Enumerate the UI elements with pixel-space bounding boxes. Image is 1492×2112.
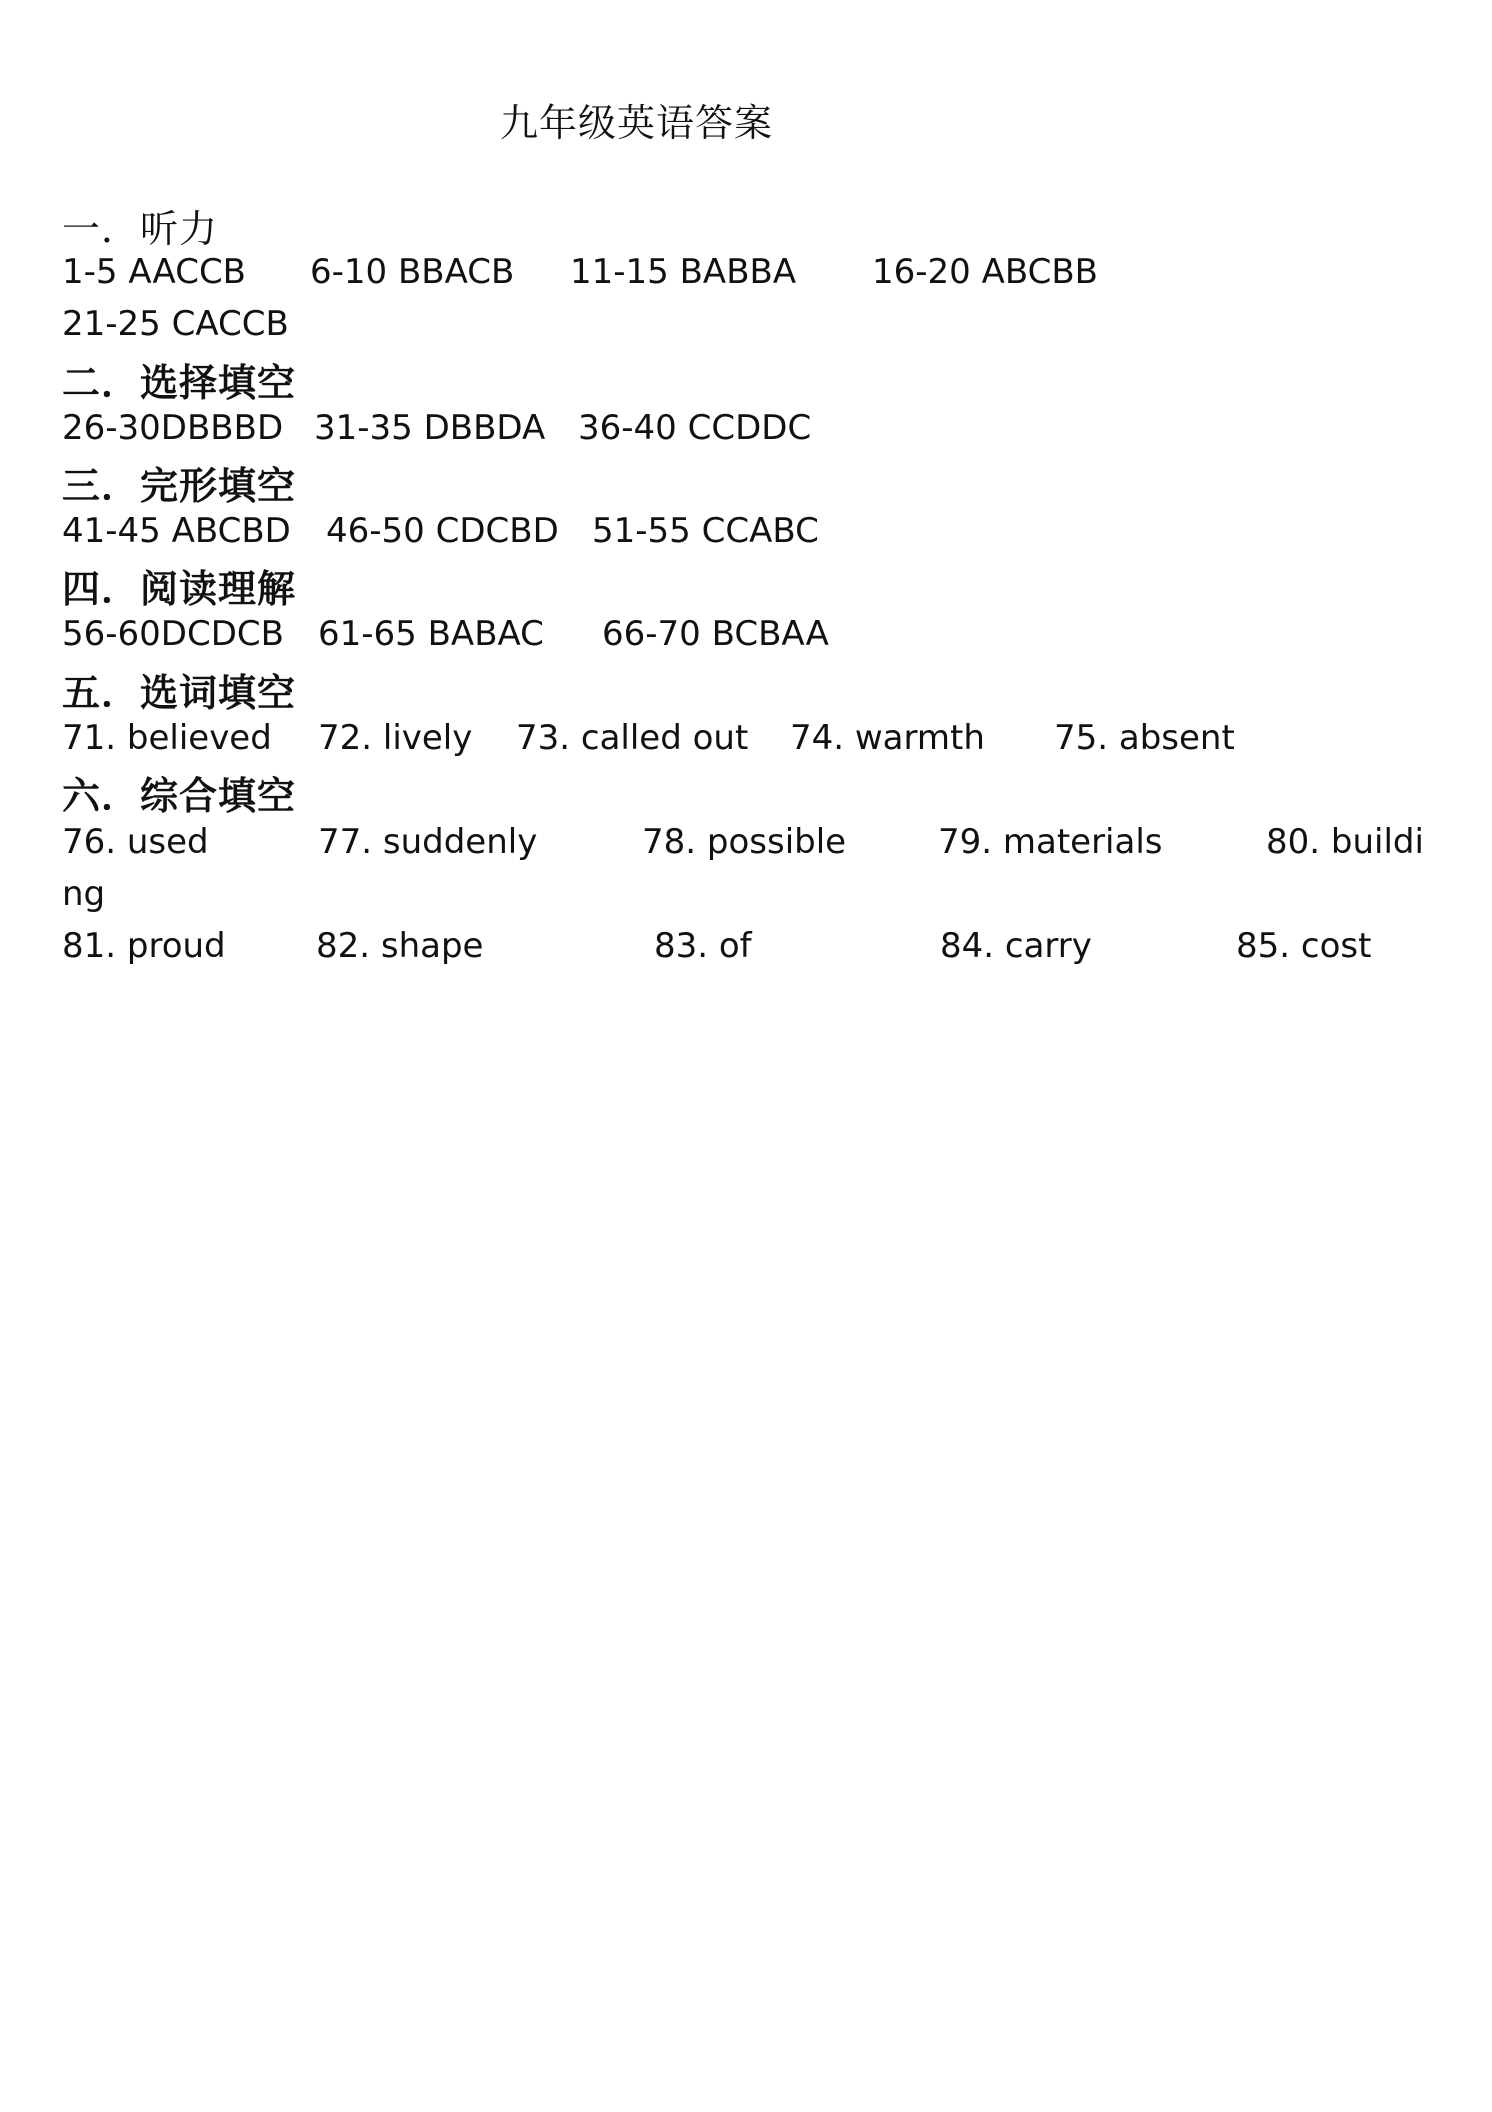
answer-item: 74. warmth [790,718,985,758]
answer-item: 71. believed [62,718,272,758]
answer-item: 41-45 ABCBD [62,511,291,551]
page-title: 九年级英语答案 [500,101,774,145]
answer-item: 79. materials [938,822,1163,862]
answer-item: ng [62,874,106,914]
answer-item: 73. called out [516,718,749,758]
answer-item: 21-25 CACCB [62,304,289,344]
answer-item: 76. used [62,822,209,862]
answer-item: 75. absent [1054,718,1235,758]
answer-item: 16-20 ABCBB [872,252,1098,292]
answer-item: 61-65 BABAC [318,614,544,654]
answer-item: 83. of [654,926,752,966]
answer-item: 66-70 BCBAA [602,614,829,654]
section-heading-word-choice: 五．选词填空 [62,671,297,715]
answer-item: 56-60DCDCB [62,614,284,654]
section-heading-listening: 一．听力 [62,207,219,251]
answer-item: 72. lively [318,718,473,758]
answer-item: 82. shape [316,926,484,966]
answer-item: 80. buildi [1266,822,1424,862]
answer-item: 85. cost [1236,926,1372,966]
answer-item: 77. suddenly [318,822,538,862]
answer-item: 11-15 BABBA [570,252,797,292]
section-heading-cloze: 三．完形填空 [62,464,297,508]
answer-item: 31-35 DBBDA [314,408,546,448]
answer-item: 1-5 AACCB [62,252,247,292]
answer-item: 81. proud [62,926,226,966]
section-heading-multiple-choice: 二．选择填空 [62,361,297,405]
answer-item: 78. possible [642,822,847,862]
answer-item: 26-30DBBBD [62,408,284,448]
section-heading-reading: 四．阅读理解 [62,567,297,611]
answer-item: 46-50 CDCBD [326,511,559,551]
answer-item: 51-55 CCABC [592,511,819,551]
answer-item: 6-10 BBACB [310,252,515,292]
section-heading-comprehensive: 六．综合填空 [62,774,297,818]
answer-item: 36-40 CCDDC [578,408,812,448]
answer-item: 84. carry [940,926,1092,966]
